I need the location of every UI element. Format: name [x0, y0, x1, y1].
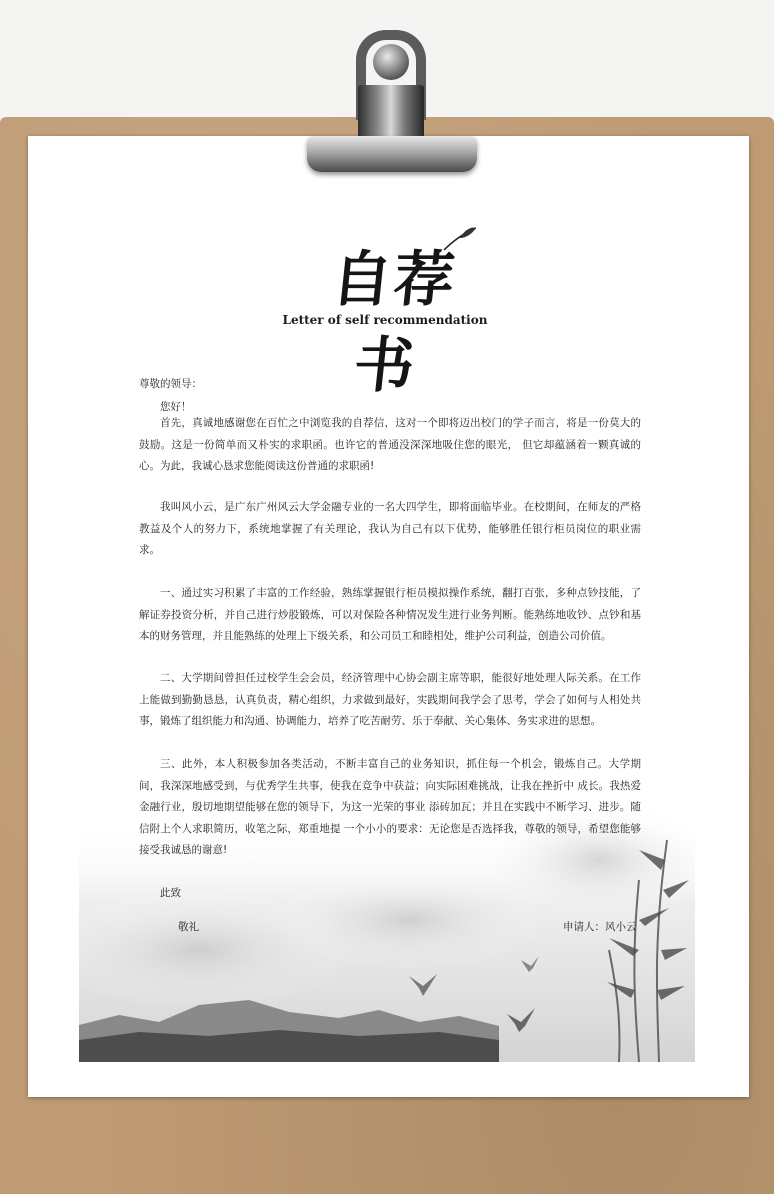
salutation: 尊敬的领导： — [139, 378, 202, 390]
binder-clip-knob — [373, 44, 409, 80]
binder-clip-base — [307, 136, 477, 172]
greeting: 您好！ — [160, 401, 192, 413]
paragraph-point-2: 二、大学期间曾担任过校学生会会员，经济管理中心协会副主席等职，能很好地处理人际关系。在工作上能做到勤勤恳恳，认真负责，精心组织，力求做到最好，实践期间我学会了思考，学会了如何与人相处共事，锻炼了组织能力和沟通、协调能力，培养了吃苦耐劳、乐于奉献、关心集体、务实求进的思想。 — [139, 672, 641, 727]
closing: 此致 — [160, 887, 181, 899]
regards: 敬礼 — [178, 921, 199, 933]
paragraph-background: 我叫风小云，是广东广州风云大学金融专业的一名大四学生，即将面临毕业。在校期间，在师友的严格 教益及个人的努力下，系统地掌握了有关理论，我认为自己有以下优势，能够胜任银行柜员岗位的职业需求。 — [139, 501, 641, 556]
paragraph-point-1: 一、通过实习积累了丰富的工作经验，熟练掌握银行柜员模拟操作系统，翻打百张，多种点钞技能，了解证券投资分析，并自己进行炒股锻炼，可以对保险各种情况发生进行业务判断。能熟练地收钞、点钞和基本的财务管理，并且能熟练的处理上下级关系，和公司员工和睦相处，维护公司利益，创造公司价值。 — [139, 587, 641, 642]
applicant-signature: 申请人：风小云 — [563, 921, 637, 933]
leaf-icon — [440, 224, 480, 254]
page-title: 自荐书 — [328, 245, 460, 401]
page-subtitle: Letter of self recommendation — [282, 313, 488, 327]
paragraph-point-3: 三、此外，本人积极参加各类活动，不断丰富自己的业务知识，抓住每一个机会，锻炼自己。大学期间，我深深地感受到，与优秀学生共事，使我在竞争中获益；向实际困难挑战，让我在挫折中 成长。我热爱金融行业，殷切地期望能够在您的领导下，为这一光荣的事业 添砖加瓦；并且在实践中不断学习、进步。随信附上个人求职简历，收笔之际，郑重地提 一个小小的要求：无论您是否选择我，尊敬的领导，希望您能够接受我诚恳的谢意! — [139, 758, 641, 856]
paragraph-intro: 首先，真诚地感谢您在百忙之中浏览我的自荐信，这对一个即将迈出校门的学子而言，将是一份莫大的鼓励。这是一份简单而又朴实的求职函。也许它的普通没深深地吸住您的眼光， 但它却蕴涵着一颗真诚的心。为此，我诚心恳求您能阅读这份普通的求职函! — [139, 417, 641, 472]
